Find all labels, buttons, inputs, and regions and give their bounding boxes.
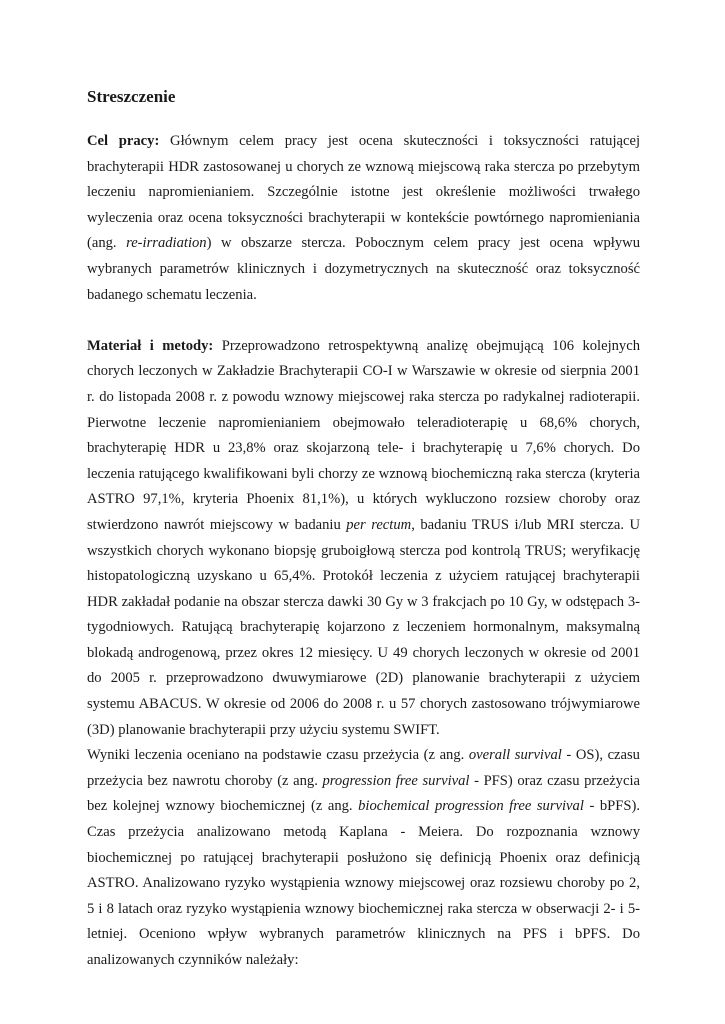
aim-italic-1: re-irradiation [126,235,207,252]
results-italic-1: overall survival [468,747,562,764]
results-text-1: Wyniki leczenia oceniano na podstawie czasu przeżycia (z ang. [87,747,469,764]
methods-text-2: , badaniu TRUS i/lub MRI stercza. U wszystkich chorych wykonano biopsję gruboigłową stercza pod kontrolą TRUS; weryfikację histopatologiczną uzyskano u 65,4%. Protokół leczenia z użyciem ratującej brachyterapii HDR zakładał podanie na obszar stercza dawki 30 Gy w 3 frakcjach po 10 Gy, w odstępach 3-tygodniowych. Ratującą brachyterapię kojarzono z leczeniem hormonalnym, maksymalną blokadą androgenową, przez okres 12 miesięcy. U 49 chorych leczonych w okresie od 2001 do 2005 r. przeprowadzono dwuwymiarowe (2D) planowanie brachyterapii z użyciem systemu ABACUS. W okresie od 2006 do 2008 r. u 57 chorych zastosowano trójwymiarowe (3D) planowanie brachyterapii przy użyciu systemu SWIFT. [87,516,641,738]
results-text-2: - OS), czasu przeżycia bez nawrotu choroby (z ang. [87,747,640,789]
methods-lead: Materiał i metody: [87,337,214,354]
methods-text-1: Przeprowadzono retrospektywną analizę obejmującą 106 kolejnych chorych leczonych w Zakładzie Brachyterapii CO-I w Warszawie w okresie od sierpnia 2001 r. do listopada 2008 r. z powodu wznowy miejscowej raka stercza po radykalnej radioterapii. Pierwotne leczenie napromienianiem obejmowało teleradioterapię u 68,6% chorych, brachyterapię HDR u 23,8% oraz skojarzoną tele- i brachyterapię u 7,6% chorych. Do leczenia ratującego kwalifikowani byli chorzy ze wznową biochemiczną raka stercza (kryteria ASTRO 97,1%, kryteria Phoenix 81,1%), u których wykluczono rozsiew choroby oraz stwierdzono nawrót miejscowy w badaniu [87,337,640,533]
results-text-4: - bPFS). Czas przeżycia analizowano metodą Kaplana - Meiera. Do rozpoznania wznowy biochemicznej po ratującej brachyterapii posłużono się definicją Phoenix oraz definicją ASTRO. Analizowano ryzyko wystąpienia wznowy miejscowej oraz rozsiewu choroby po 2, 5 i 8 latach oraz ryzyko wystąpienia wznowy biochemicznej raka stercza w obserwacji 2- i 5-letniej. Oceniono wpływ wybranych parametrów klinicznych na PFS i bPFS. Do analizowanych czynników należały: [87,798,641,968]
aim-text-1: Głównym celem pracy jest ocena skuteczności i toksyczności ratującej brachyterapii HDR zastosowanej u chorych ze wznową miejscową raka stercza po przebytym leczeniu napromienianiem. Szczególnie istotne jest określenie możliwości trwałego wyleczenia oraz ocena toksyczności brachyterapii w kontekście powtórnego napromieniania (ang. [87,133,641,252]
aim-lead: Cel pracy: [87,133,160,149]
document-page [87,84,640,974]
page-title: Streszczenie [87,87,176,106]
aim-text-2: ) w obszarze stercza. Pobocznym celem pracy jest ocena wpływu wybranych parametrów klinicznych i dozymetrycznych na skuteczność oraz toksyczność badanego schematu leczenia. [87,235,640,303]
paragraph-methods [87,334,640,744]
results-italic-2: progression free survival [322,772,470,789]
paragraph-aim [87,129,640,308]
methods-italic-1: per rectum [346,516,412,533]
results-text-3: - PFS) oraz czasu przeżycia bez kolejnej wznowy biochemicznej (z ang. [87,772,640,815]
paragraph-results [87,743,640,973]
results-italic-3: biochemical progression free survival [358,798,584,815]
